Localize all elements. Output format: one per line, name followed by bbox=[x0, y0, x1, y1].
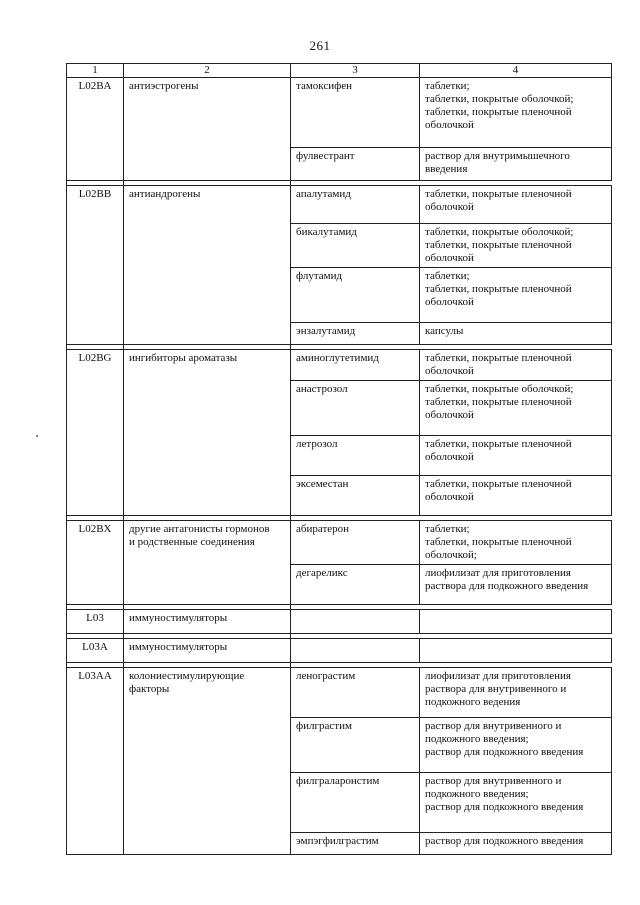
pharm-group-cell bbox=[124, 148, 291, 181]
table-row bbox=[67, 224, 612, 268]
table-row bbox=[67, 323, 612, 345]
drug-name-cell bbox=[291, 350, 420, 381]
table-row bbox=[67, 668, 612, 718]
pharm-group-line: антиандрогены bbox=[129, 188, 201, 200]
dosage-form-line: раствор для внутривенного и bbox=[425, 775, 562, 787]
scan-speck bbox=[36, 435, 38, 437]
dosage-form-line: раствор для подкожного введения bbox=[425, 746, 584, 758]
dosage-form-line: таблетки, покрытые пленочной bbox=[425, 536, 572, 548]
dosage-form-line: таблетки, покрытые пленочной bbox=[425, 188, 572, 200]
dosage-form-line: таблетки; bbox=[425, 523, 470, 535]
dosage-form-cell bbox=[420, 148, 612, 181]
drug-name-cell bbox=[291, 668, 420, 718]
pharm-group-cell bbox=[124, 668, 291, 718]
dosage-form-cell bbox=[420, 610, 612, 634]
atc-code-cell bbox=[67, 521, 124, 565]
atc-code: L02BA bbox=[78, 80, 112, 92]
table-row bbox=[67, 521, 612, 565]
table-row bbox=[67, 610, 612, 634]
dosage-form-cell bbox=[420, 773, 612, 833]
dosage-form-line: введения bbox=[425, 163, 468, 175]
pharm-group-cell bbox=[124, 833, 291, 855]
dosage-form-cell bbox=[420, 668, 612, 718]
pharm-group-line: другие антагонисты гормонов bbox=[129, 523, 270, 535]
dosage-form-line: оболочкой; bbox=[425, 549, 477, 561]
header-col-2: 2 bbox=[124, 64, 291, 78]
drug-name-cell bbox=[291, 718, 420, 773]
drug-name-cell bbox=[291, 565, 420, 605]
drug-name: анастрозол bbox=[296, 383, 348, 395]
drug-name: эмпэгфилграстим bbox=[296, 835, 379, 847]
table-row bbox=[67, 148, 612, 181]
atc-code-cell bbox=[67, 148, 124, 181]
dosage-form-line: оболочкой bbox=[425, 201, 474, 213]
drug-name-cell bbox=[291, 224, 420, 268]
table-body bbox=[67, 78, 612, 855]
dosage-form-line: раствор для подкожного введения bbox=[425, 835, 584, 847]
drug-name-cell bbox=[291, 833, 420, 855]
drug-name: бикалутамид bbox=[296, 226, 357, 238]
atc-code: L02BG bbox=[78, 352, 112, 364]
pharm-group-cell bbox=[124, 436, 291, 476]
pharm-group-cell bbox=[124, 268, 291, 323]
table-row bbox=[67, 476, 612, 516]
pharm-group-cell bbox=[124, 718, 291, 773]
drug-name: тамоксифен bbox=[296, 80, 353, 92]
drug-name: абиратерон bbox=[296, 523, 350, 535]
drug-name: фулвестрант bbox=[296, 150, 355, 162]
drug-name: филграстим bbox=[296, 720, 352, 732]
atc-code-cell bbox=[67, 224, 124, 268]
dosage-form-line: оболочкой bbox=[425, 491, 474, 503]
drug-name: флутамид bbox=[296, 270, 343, 282]
atc-code: L02BB bbox=[78, 188, 112, 200]
atc-code-cell bbox=[67, 476, 124, 516]
dosage-form-line: капсулы bbox=[425, 325, 464, 337]
dosage-form-line: таблетки, покрытые пленочной bbox=[425, 283, 572, 295]
drug-name: апалутамид bbox=[296, 188, 351, 200]
drug-name-cell bbox=[291, 610, 420, 634]
atc-code: L03A bbox=[82, 641, 108, 653]
dosage-form-line: оболочкой bbox=[425, 252, 474, 264]
table-row bbox=[67, 833, 612, 855]
page-number: 261 bbox=[309, 38, 331, 53]
pharm-group-line: иммуностимуляторы bbox=[129, 612, 228, 624]
dosage-form-line: лиофилизат для приготовления bbox=[425, 567, 571, 579]
drug-name-cell bbox=[291, 773, 420, 833]
atc-code: L03AA bbox=[78, 670, 112, 682]
pharm-group-cell bbox=[124, 78, 291, 148]
dosage-form-line: лиофилизат для приготовления bbox=[425, 670, 571, 682]
table-row bbox=[67, 773, 612, 833]
pharm-group-cell bbox=[124, 521, 291, 565]
drug-name-cell bbox=[291, 78, 420, 148]
drug-name: ленограстим bbox=[296, 670, 356, 682]
table-header-row bbox=[67, 64, 612, 78]
atc-code-cell bbox=[67, 610, 124, 634]
dosage-form-line: таблетки; bbox=[425, 80, 470, 92]
drug-name: эксеместан bbox=[296, 478, 349, 490]
drug-name: аминоглутетимид bbox=[296, 352, 379, 364]
dosage-form-cell bbox=[420, 323, 612, 345]
table-row bbox=[67, 639, 612, 663]
atc-code-cell bbox=[67, 381, 124, 436]
pharm-group-line: и родственные соединения bbox=[129, 536, 255, 548]
dosage-form-line: раствор для внутривенного и bbox=[425, 720, 562, 732]
dosage-form-line: подкожного ведения bbox=[425, 696, 521, 708]
dosage-form-cell bbox=[420, 476, 612, 516]
atc-code-cell bbox=[67, 268, 124, 323]
dosage-form-line: таблетки, покрытые оболочкой; bbox=[425, 226, 574, 238]
atc-code-cell bbox=[67, 773, 124, 833]
dosage-form-line: таблетки, покрытые оболочкой; bbox=[425, 93, 574, 105]
table-row bbox=[67, 436, 612, 476]
header-col-1: 1 bbox=[67, 64, 124, 78]
atc-code-cell bbox=[67, 639, 124, 663]
atc-code-cell bbox=[67, 350, 124, 381]
atc-code-cell bbox=[67, 565, 124, 605]
pharm-group-cell bbox=[124, 773, 291, 833]
drug-name: летрозол bbox=[296, 438, 338, 450]
pharm-group-cell bbox=[124, 610, 291, 634]
dosage-form-cell bbox=[420, 186, 612, 224]
pharm-group-line: иммуностимуляторы bbox=[129, 641, 228, 653]
dosage-form-cell bbox=[420, 565, 612, 605]
dosage-form-line: таблетки; bbox=[425, 270, 470, 282]
table-row bbox=[67, 565, 612, 605]
pharm-group-cell bbox=[124, 323, 291, 345]
dosage-form-line: таблетки, покрытые пленочной bbox=[425, 396, 572, 408]
drug-list-table bbox=[66, 63, 612, 855]
dosage-form-cell bbox=[420, 224, 612, 268]
pharm-group-line: колониестимулирующие bbox=[129, 670, 245, 682]
header-col-4: 4 bbox=[420, 64, 612, 78]
dosage-form-line: оболочкой bbox=[425, 409, 474, 421]
dosage-form-line: оболочкой bbox=[425, 119, 474, 131]
drug-name-cell bbox=[291, 436, 420, 476]
dosage-form-cell bbox=[420, 78, 612, 148]
dosage-form-line: таблетки, покрытые пленочной bbox=[425, 478, 572, 490]
atc-code-cell bbox=[67, 668, 124, 718]
dosage-form-line: подкожного введения; bbox=[425, 788, 529, 800]
dosage-form-line: оболочкой bbox=[425, 451, 474, 463]
drug-name-cell bbox=[291, 148, 420, 181]
drug-name-cell bbox=[291, 639, 420, 663]
dosage-form-cell bbox=[420, 718, 612, 773]
table-row bbox=[67, 186, 612, 224]
pharm-group-cell bbox=[124, 565, 291, 605]
dosage-form-line: раствор для подкожного введения bbox=[425, 801, 584, 813]
dosage-form-line: таблетки, покрытые пленочной bbox=[425, 438, 572, 450]
atc-code: L03 bbox=[86, 612, 104, 624]
pharm-group-line: антиэстрогены bbox=[129, 80, 199, 92]
drug-name: энзалутамид bbox=[296, 325, 356, 337]
dosage-form-line: оболочкой bbox=[425, 296, 474, 308]
drug-name-cell bbox=[291, 381, 420, 436]
pharm-group-cell bbox=[124, 476, 291, 516]
atc-code: L02BX bbox=[78, 523, 112, 535]
pharm-group-line: факторы bbox=[129, 683, 170, 695]
dosage-form-line: таблетки, покрытые пленочной bbox=[425, 352, 572, 364]
drug-name: дегареликс bbox=[296, 567, 348, 579]
drug-name-cell bbox=[291, 323, 420, 345]
dosage-form-cell bbox=[420, 381, 612, 436]
atc-code-cell bbox=[67, 833, 124, 855]
pharm-group-line: ингибиторы ароматазы bbox=[129, 352, 238, 364]
dosage-form-cell bbox=[420, 436, 612, 476]
dosage-form-cell bbox=[420, 833, 612, 855]
table-row bbox=[67, 718, 612, 773]
dosage-form-line: раствор для внутримышечного bbox=[425, 150, 570, 162]
atc-code-cell bbox=[67, 323, 124, 345]
dosage-form-cell bbox=[420, 521, 612, 565]
drug-name-cell bbox=[291, 521, 420, 565]
dosage-form-line: таблетки, покрытые пленочной bbox=[425, 106, 572, 118]
dosage-form-cell bbox=[420, 639, 612, 663]
drug-name-cell bbox=[291, 186, 420, 224]
pharm-group-cell bbox=[124, 350, 291, 381]
dosage-form-cell bbox=[420, 268, 612, 323]
atc-code-cell bbox=[67, 78, 124, 148]
dosage-form-line: раствора для внутривенного и bbox=[425, 683, 567, 695]
pharm-group-cell bbox=[124, 381, 291, 436]
atc-code-cell bbox=[67, 186, 124, 224]
drug-name-cell bbox=[291, 268, 420, 323]
pharm-group-cell bbox=[124, 186, 291, 224]
header-col-3: 3 bbox=[291, 64, 420, 78]
pharm-group-cell bbox=[124, 639, 291, 663]
dosage-form-line: таблетки, покрытые пленочной bbox=[425, 239, 572, 251]
table-row bbox=[67, 381, 612, 436]
dosage-form-line: оболочкой bbox=[425, 365, 474, 377]
dosage-form-line: подкожного введения; bbox=[425, 733, 529, 745]
atc-code-cell bbox=[67, 718, 124, 773]
dosage-form-line: таблетки, покрытые оболочкой; bbox=[425, 383, 574, 395]
table-row bbox=[67, 78, 612, 148]
drug-name: филграларонстим bbox=[296, 775, 380, 787]
dosage-form-cell bbox=[420, 350, 612, 381]
dosage-form-line: раствора для подкожного введения bbox=[425, 580, 589, 592]
table-row bbox=[67, 350, 612, 381]
drug-name-cell bbox=[291, 476, 420, 516]
pharm-group-cell bbox=[124, 224, 291, 268]
atc-code-cell bbox=[67, 436, 124, 476]
table-row bbox=[67, 268, 612, 323]
